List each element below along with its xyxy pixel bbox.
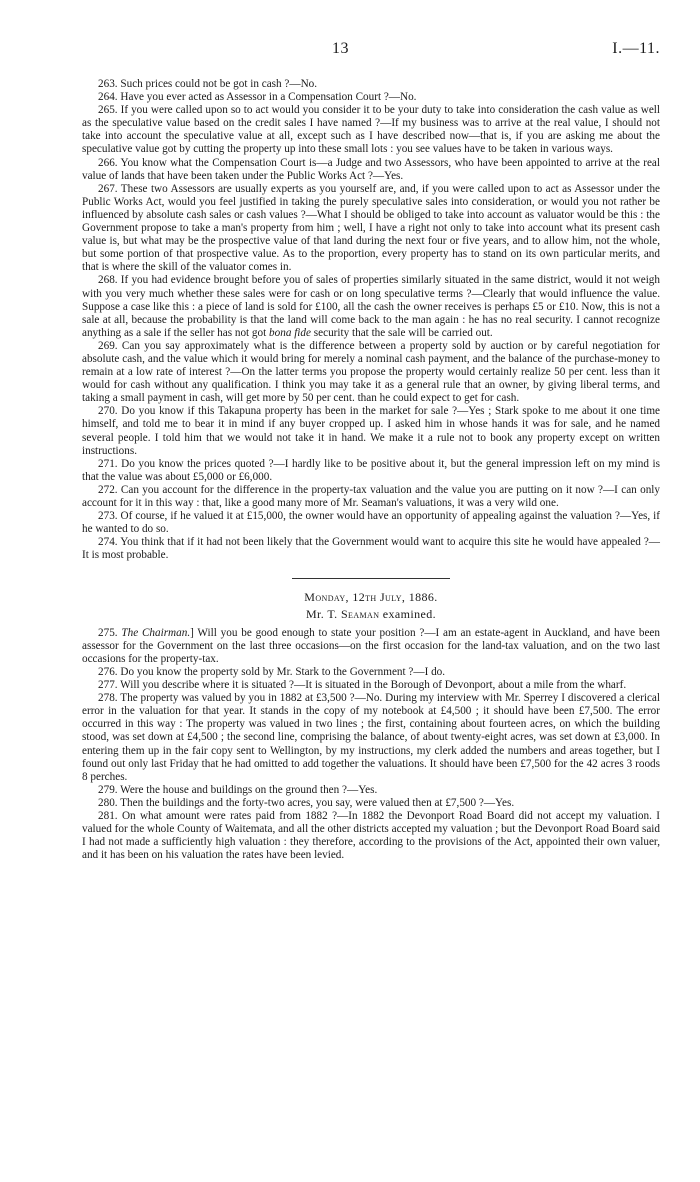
question-275-text: ] Will you be good enough to state your position ?—I am an estate-agent in Auckland, and have been assessor for the Government on the last three occasions—on the first occasion for the land-tax valuation, and on the two last occasions for the property-tax. — [82, 626, 660, 665]
date-day: Monday — [304, 590, 346, 605]
witness-prefix: Mr. T. — [305, 606, 341, 621]
question-266: 266. You know what the Compensation Court is—a Judge and two Assessors, who have been appointed to arrive at the real value of lands that have been taken under the Public Works Act ?—Yes. — [82, 156, 660, 182]
document-body — [82, 78, 660, 862]
question-263: 263. Such prices could not be got in cash ?—No. — [98, 78, 318, 90]
question-280: 280. Then the buildings and the forty-two acres, you say, were valued then at £7,500 ?—Yes. — [98, 796, 515, 809]
witness-heading — [82, 608, 660, 621]
date-heading — [82, 591, 660, 604]
question-268-text-end: security that the sale will be carried out. — [310, 326, 493, 339]
witness-name: Seaman — [340, 606, 380, 621]
question-268 — [82, 274, 660, 339]
question-275-number: 275. — [98, 626, 122, 639]
question-277: 277. Will you describe where it is situated ?—It is situated in the Borough of Devonport, about a mile from the wharf. — [98, 679, 627, 692]
question-272: 272. Can you account for the difference in the property-tax valuation and the value you are putting on it now ?—I can only account for it in this way : that, like a good many more of Mr. Seaman's valuations, it was a very wild one. — [82, 483, 660, 509]
question-271: 271. Do you know the prices quoted ?—I hardly like to be positive about it, but the general impression left on my mind is that the value was about £5,000 or £6,000. — [82, 457, 660, 483]
page-header — [0, 40, 700, 62]
question-276: 276. Do you know the property sold by Mr. Stark to the Government ?—I do. — [98, 665, 446, 678]
question-278: 278. The property was valued by you in 1882 at £3,500 ?—No. During my interview with Mr. Sperrey I discovered a clerical error in the valuation for that year. It stands in the copy of my notebook at £4,500 ; it should have been £7,500. The error occurred in this way : The property was valued in two lines ; the first, containing about fourteen acres, on which the building stood, was set down at £4,500 ; the second line, comprising the balance, of about twenty-eight acres, was set down at £3,000. In entering them up in the fair copy sent to Wellington, by my instructions, my clerk added the numbers and areas together, but I found out only last Friday that he had omitted to add together the valuations. It should have been £7,500 for the 42 acres 3 roods 8 perches. — [82, 692, 660, 783]
question-279: 279. Were the house and buildings on the ground then ?—Yes. — [98, 783, 378, 796]
document-reference: I.—11. — [612, 40, 660, 57]
date-rest: , 12th July, 1886. — [345, 590, 438, 605]
question-270: 270. Do you know if this Takapuna property has been in the market for sale ?—Yes ; Stark spoke to me about it one time himself, and told me to bear it in mind if any buyer cropped up. I asked him in whose hands it was for sale, and he named several people. I told him that we would not take it in hand. We make it a rule not to book any property except on written instructions. — [82, 405, 660, 457]
question-274: 274. You think that if it had not been likely that the Government would want to acquire this site he would have appealed ?—It is most probable. — [82, 536, 660, 562]
question-264: 264. Have you ever acted as Assessor in a Compensation Court ?—No. — [98, 91, 417, 104]
question-267: 267. These two Assessors are usually experts as you yourself are, and, if you were called upon to act as Assessor under the Public Works Act, would you feel justified in taking the purely speculative sales into consideration, or would you not rather be influenced by absolute cash sales or cash values ?—What I should be obliged to take into account as valuator would be this : the Government propose to take a man's property from him ; well, I have a right not only to take into account what its present cash value is, but what may be the prospective value of that land during the next four or five years, and to allow him, not the whole, but some portion of that prospective value. As to the proportion, every property has to stand on its own particular merits, and that is where the skill of the valuator comes in. — [82, 182, 660, 274]
question-275-speaker: The Chairman. — [121, 626, 191, 639]
question-273: 273. Of course, if he valued it at £15,000, the owner would have an opportunity of appealing against the valuation ?—Yes, if he wanted to do so. — [82, 510, 660, 536]
section-divider — [292, 578, 450, 579]
question-269: 269. Can you say approximately what is the difference between a property sold by auction or by careful negotiation for absolute cash, and the value which it would bring for merely a nominal cash payment, and the balance of the purchase-money to remain at a low rate of interest ?—On the latter terms you propose the property would certainly realize 50 per cent. less than it would for cash without any qualification. I think you may take it as a general rule that an owner, by giving liberal terms, and taking a small payment in cash, will get more by 50 per cent. than he could expect to get for cash. — [82, 339, 660, 405]
page-number: 13 — [332, 40, 349, 57]
question-281: 281. On what amount were rates paid from 1882 ?—In 1882 the Devonport Road Board did not accept my valuation. I valued for the whole County of Waitemata, and all the other districts accepted my valuation ; but the Devonport Road Board said I had not made a sufficiently high valuation : they therefore, according to the provisions of the Act, appointed their own valuer, and it has been on his valuation the rates have been levied. — [82, 809, 660, 862]
question-268-italic: bona fide — [269, 326, 311, 339]
question-265: 265. If you were called upon so to act would you consider it to be your duty to take into consideration the cash value as well as the speculative value based on the credit sales I have named ?—If my business was to arrive at the real value, I should not take into account the speculative value at all, except such as I have described now—that is, if you are asking me about the speculative value got by cutting the property up into these small lots : you see values have to be taken in various ways. — [82, 104, 660, 156]
question-268-text: 268. If you had evidence brought before you of sales of properties similarly situated in the same district, would it not weigh with you very much whether these sales were for cash or on long speculative terms ?—Clearly that would influence the value. Suppose a case like this : a piece of land is sold for £100, all the cash the owner receives is perhaps £5 or £10. Now, this is not a sale at all, because the probability is that the land will come back to the man again : he has no real security. I cannot recognize anything as a sale if the seller has not got — [82, 274, 660, 339]
witness-suffix: examined. — [379, 606, 437, 621]
question-275 — [82, 627, 660, 666]
